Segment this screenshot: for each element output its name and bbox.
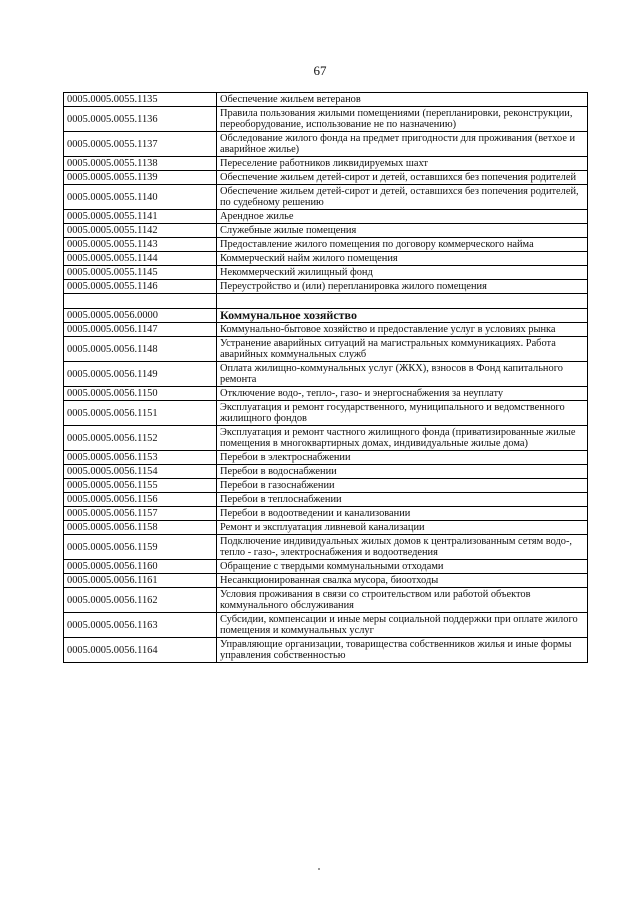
table-row [64, 521, 588, 535]
table-row [64, 362, 588, 387]
row-code: 0005.0005.0055.1144 [64, 252, 217, 266]
row-name: Эксплуатация и ремонт частного жилищного фонда (приватизированные жилые помещения в многоквартирных домах, индивидуальные жилые дома) [217, 426, 588, 451]
table-row [64, 280, 588, 294]
row-name: Переустройство и (или) перепланировка жилого помещения [217, 280, 588, 294]
row-code: 0005.0005.0055.1142 [64, 224, 217, 238]
row-name: Переселение работников ликвидируемых шахт [217, 157, 588, 171]
table-row [64, 93, 588, 107]
row-code: 0005.0005.0056.1155 [64, 479, 217, 493]
row-name: Коммерческий найм жилого помещения [217, 252, 588, 266]
row-code: 0005.0005.0055.1141 [64, 210, 217, 224]
row-code: 0005.0005.0055.1136 [64, 107, 217, 132]
row-code: 0005.0005.0056.1159 [64, 535, 217, 560]
table-row [64, 107, 588, 132]
row-name: Обеспечение жильем детей-сирот и детей, оставшихся без попечения родителей, по судебному решению [217, 185, 588, 210]
row-name: Несанкционированная свалка мусора, биоотходы [217, 574, 588, 588]
table-row [64, 387, 588, 401]
row-code: 0005.0005.0056.1152 [64, 426, 217, 451]
row-code: 0005.0005.0056.1162 [64, 588, 217, 613]
row-code: 0005.0005.0056.1158 [64, 521, 217, 535]
row-code: 0005.0005.0056.1147 [64, 323, 217, 337]
table-row [64, 337, 588, 362]
row-code: 0005.0005.0056.1156 [64, 493, 217, 507]
table-row [64, 210, 588, 224]
row-name: Обращение с твердыми коммунальными отходами [217, 560, 588, 574]
row-code: 0005.0005.0055.1146 [64, 280, 217, 294]
row-name: Служебные жилые помещения [217, 224, 588, 238]
row-code: 0005.0005.0056.0000 [64, 309, 217, 323]
row-code: 0005.0005.0055.1137 [64, 132, 217, 157]
scan-artifact [318, 868, 320, 870]
row-code: 0005.0005.0056.1163 [64, 613, 217, 638]
table-row [64, 493, 588, 507]
row-name: Некоммерческий жилищный фонд [217, 266, 588, 280]
row-name: Перебои в электроснабжении [217, 451, 588, 465]
table-row [64, 401, 588, 426]
row-code: 0005.0005.0055.1138 [64, 157, 217, 171]
table-row [64, 479, 588, 493]
row-name: Отключение водо-, тепло-, газо- и энергоснабжения за неуплату [217, 387, 588, 401]
row-code: 0005.0005.0056.1160 [64, 560, 217, 574]
row-name [217, 294, 588, 309]
table-row [64, 252, 588, 266]
table-row [64, 426, 588, 451]
table-row [64, 613, 588, 638]
table-row [64, 588, 588, 613]
table-row [64, 238, 588, 252]
table-row [64, 465, 588, 479]
classifier-table-body [64, 93, 588, 663]
row-code: 0005.0005.0056.1164 [64, 638, 217, 663]
table-row [64, 638, 588, 663]
row-name: Перебои в газоснабжении [217, 479, 588, 493]
row-code: 0005.0005.0056.1149 [64, 362, 217, 387]
table-row [64, 224, 588, 238]
row-code: 0005.0005.0055.1139 [64, 171, 217, 185]
row-name: Устранение аварийных ситуаций на магистральных коммуникациях. Работа аварийных коммунальных служб [217, 337, 588, 362]
row-name: Перебои в теплоснабжении [217, 493, 588, 507]
row-code: 0005.0005.0055.1135 [64, 93, 217, 107]
row-name: Субсидии, компенсации и иные меры социальной поддержки при оплате жилого помещения и коммунальных услуг [217, 613, 588, 638]
row-code: 0005.0005.0055.1145 [64, 266, 217, 280]
row-code: 0005.0005.0056.1151 [64, 401, 217, 426]
row-code: 0005.0005.0056.1154 [64, 465, 217, 479]
row-name: Условия проживания в связи со строительством или работой объектов коммунального обслуживания [217, 588, 588, 613]
section-title: Коммунальное хозяйство [217, 309, 588, 323]
row-code [64, 294, 217, 309]
row-code: 0005.0005.0056.1148 [64, 337, 217, 362]
row-code: 0005.0005.0056.1153 [64, 451, 217, 465]
section-row [64, 309, 588, 323]
row-name: Эксплуатация и ремонт государственного, муниципального и ведомственного жилищного фондов [217, 401, 588, 426]
row-name: Коммунально-бытовое хозяйство и предоставление услуг в условиях рынка [217, 323, 588, 337]
table-row [64, 507, 588, 521]
table-row [64, 171, 588, 185]
blank-row [64, 294, 588, 309]
table-row [64, 574, 588, 588]
row-code: 0005.0005.0056.1157 [64, 507, 217, 521]
table-row [64, 451, 588, 465]
row-code: 0005.0005.0056.1150 [64, 387, 217, 401]
row-name: Обследование жилого фонда на предмет пригодности для проживания (ветхое и аварийное жилье) [217, 132, 588, 157]
table-row [64, 132, 588, 157]
row-name: Перебои в водоотведении и канализовании [217, 507, 588, 521]
table-row [64, 157, 588, 171]
row-name: Подключение индивидуальных жилых домов к централизованным сетям водо-, тепло - газо-, электроснабжения и водоотведения [217, 535, 588, 560]
table-row [64, 535, 588, 560]
row-name: Предоставление жилого помещения по договору коммерческого найма [217, 238, 588, 252]
row-name: Перебои в водоснабжении [217, 465, 588, 479]
page-number: 67 [313, 63, 327, 78]
row-name: Ремонт и эксплуатация ливневой канализации [217, 521, 588, 535]
row-name: Оплата жилищно-коммунальных услуг (ЖКХ), взносов в Фонд капитального ремонта [217, 362, 588, 387]
row-name: Арендное жилье [217, 210, 588, 224]
row-name: Управляющие организации, товарищества собственников жилья и иные формы управления собственностью [217, 638, 588, 663]
table-row [64, 323, 588, 337]
row-name: Обеспечение жильем детей-сирот и детей, оставшихся без попечения родителей [217, 171, 588, 185]
table-row [64, 185, 588, 210]
row-name: Правила пользования жилыми помещениями (перепланировки, реконструкции, переоборудование, использование не по назначению) [217, 107, 588, 132]
row-code: 0005.0005.0056.1161 [64, 574, 217, 588]
table-row [64, 560, 588, 574]
row-code: 0005.0005.0055.1140 [64, 185, 217, 210]
row-name: Обеспечение жильем ветеранов [217, 93, 588, 107]
table-row [64, 266, 588, 280]
classifier-table [63, 92, 588, 663]
row-code: 0005.0005.0055.1143 [64, 238, 217, 252]
